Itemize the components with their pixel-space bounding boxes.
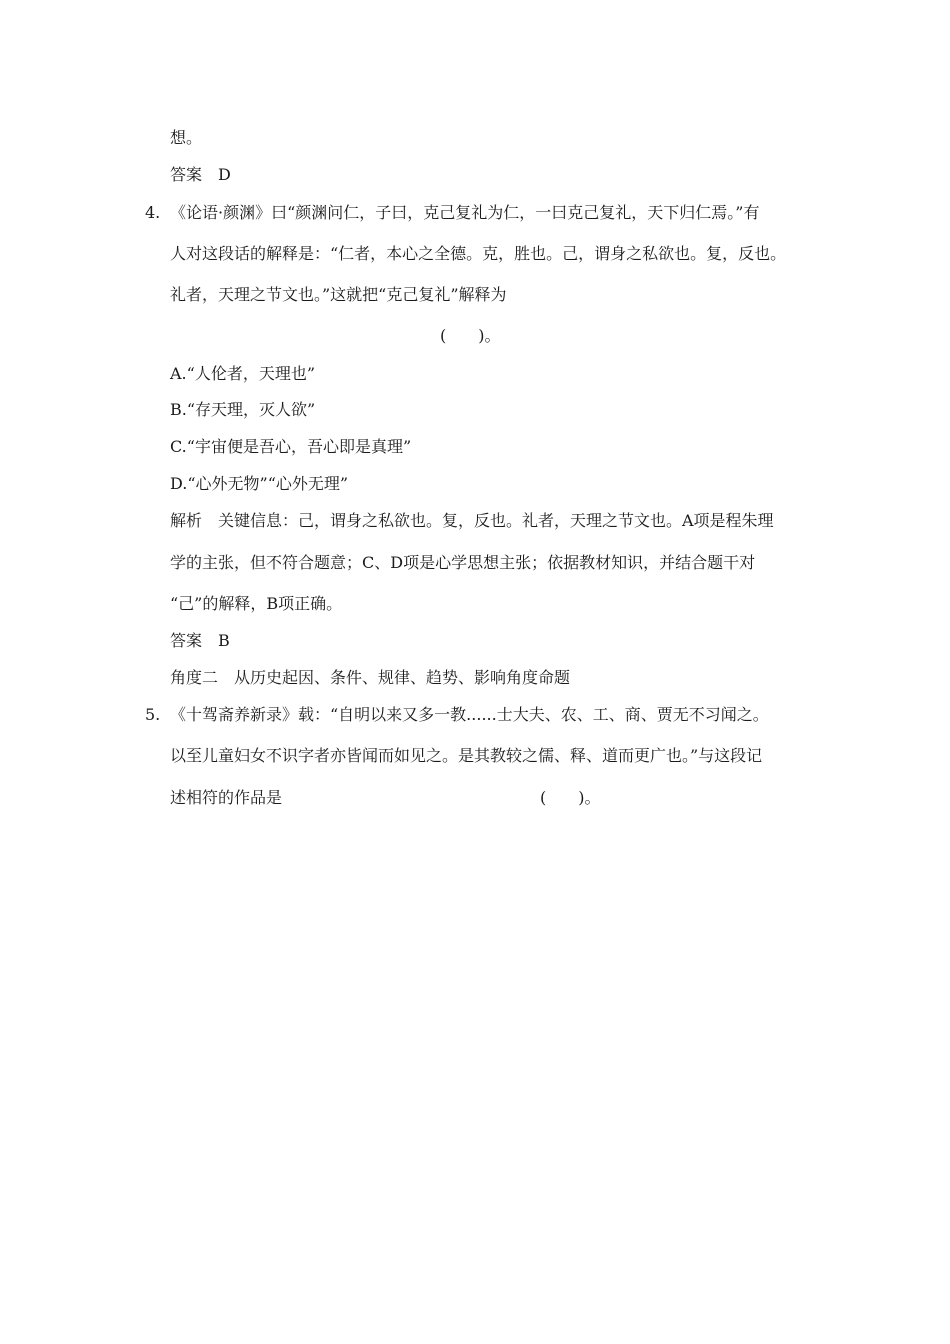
question-number: 4. — [145, 203, 161, 222]
question-text: 人对这段话的解释是：“仁者，本心之全德。克，胜也。己，谓身之私欲也。复，反也。 — [170, 244, 787, 263]
option-c: C.“宇宙便是吾心，吾心即是真理” — [170, 437, 412, 456]
analysis-text: “己”的解释，B项正确。 — [170, 594, 343, 613]
analysis-text: 解析 关键信息：己，谓身之私欲也。复，反也。礼者，天理之节文也。A项是程朱理 — [170, 511, 774, 530]
answer-line: 答案 D — [170, 165, 231, 184]
option-d: D.“心外无物”“心外无理” — [170, 474, 349, 493]
text-line: 想。 — [170, 128, 203, 147]
question-text: 以至儿童妇女不识字者亦皆闻而如见之。是其教较之儒、释、道而更广也。”与这段记 — [170, 746, 763, 765]
question-text: 述相符的作品是 — [170, 788, 283, 807]
section-heading: 角度二 从历史起因、条件、规律、趋势、影响角度命题 — [170, 668, 571, 687]
option-b: B.“存天理，灭人欲” — [170, 400, 316, 419]
answer-blank: ( )。 — [440, 326, 501, 345]
question-text: 《十驾斋养新录》载：“自明以来又多一教......士大夫、农、工、商、贾无不习闻之。 — [170, 705, 769, 724]
question-number: 5. — [145, 705, 161, 724]
answer-blank: ( )。 — [540, 788, 601, 807]
option-a: A.“人伦者，天理也” — [170, 364, 316, 383]
question-text: 《论语·颜渊》曰“颜渊问仁，子曰，克己复礼为仁，一曰克己复礼，天下归仁焉。”有 — [170, 203, 760, 222]
answer-line: 答案 B — [170, 631, 230, 650]
analysis-text: 学的主张，但不符合题意；C、D项是心学思想主张；依据教材知识，并结合题干对 — [170, 553, 756, 572]
question-text: 礼者，天理之节文也。”这就把“克己复礼”解释为 — [170, 285, 507, 304]
